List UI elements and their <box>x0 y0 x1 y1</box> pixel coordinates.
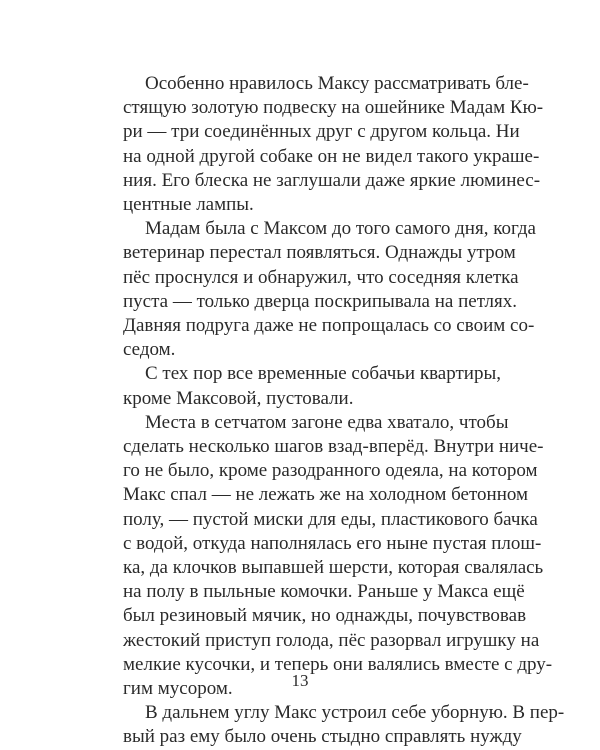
text-line: Особенно нравилось Максу рассматривать бле- <box>145 73 529 94</box>
text-line: ри — три соединённых друг с другом кольца. Ни <box>123 121 520 143</box>
text-line: стящую золотую подвеску на ошейнике Мадам Кю- <box>123 97 544 119</box>
text-line: гим мусором. <box>123 678 233 700</box>
body-text <box>123 72 565 750</box>
text-line: седом. <box>123 339 176 361</box>
text-line: полу, — пустой миски для еды, пластикового бачка <box>123 508 538 530</box>
text-line: с водой, откуда наполнялась его ныне пустая плош- <box>123 532 542 554</box>
paragraph-5 <box>123 701 565 749</box>
text-line: го не было, кроме разодранного одеяла, на котором <box>123 460 538 482</box>
text-line: на полу в пыльные комочки. Раньше у Макса ещё <box>123 581 525 603</box>
text-line: В дальнем углу Макс устроил себе уборную. В пер- <box>145 702 565 724</box>
paragraph-3 <box>123 362 501 410</box>
text-line: центные лампы. <box>123 194 254 216</box>
paragraph-1 <box>123 72 544 217</box>
text-line: ветеринар перестал появляться. Однажды утром <box>123 242 516 264</box>
text-line: мелкие кусочки, и теперь они валялись вместе с дру- <box>123 653 553 675</box>
text-line: кроме Максовой, пустовали. <box>123 387 354 409</box>
text-line: ка, да клочков выпавшей шерсти, которая свалялась <box>123 557 544 579</box>
text-line: пуста — только дверца поскрипывала на петлях. <box>123 290 517 312</box>
paragraph-4 <box>123 411 553 701</box>
page-number: 13 <box>291 671 309 690</box>
text-line: сделать несколько шагов взад-вперёд. Внутри ниче- <box>123 436 544 458</box>
text-line: жестокий приступ голода, пёс разорвал игрушку на <box>123 629 540 651</box>
text-line: Места в сетчатом загоне едва хватало, чтобы <box>145 411 509 433</box>
text-line: вый раз ему было очень стыдно справлять нужду <box>123 726 522 748</box>
text-line: ния. Его блеска не заглушали даже яркие люминес- <box>123 169 541 191</box>
paragraph-2 <box>123 217 536 362</box>
text-line: пёс проснулся и обнаружил, что соседняя клетка <box>123 266 519 288</box>
text-line: Макс спал — не лежать же на холодном бетонном <box>123 484 529 506</box>
text-line: Давняя подруга даже не попрощалась со своим со- <box>123 315 535 337</box>
text-line: на одной другой собаке он не видел такого украше- <box>123 145 540 167</box>
text-line: был резиновый мячик, но однажды, почувствовав <box>123 605 527 627</box>
text-line: Мадам была с Максом до того самого дня, когда <box>145 218 536 240</box>
text-line: С тех пор все временные собачьи квартиры, <box>145 363 501 385</box>
